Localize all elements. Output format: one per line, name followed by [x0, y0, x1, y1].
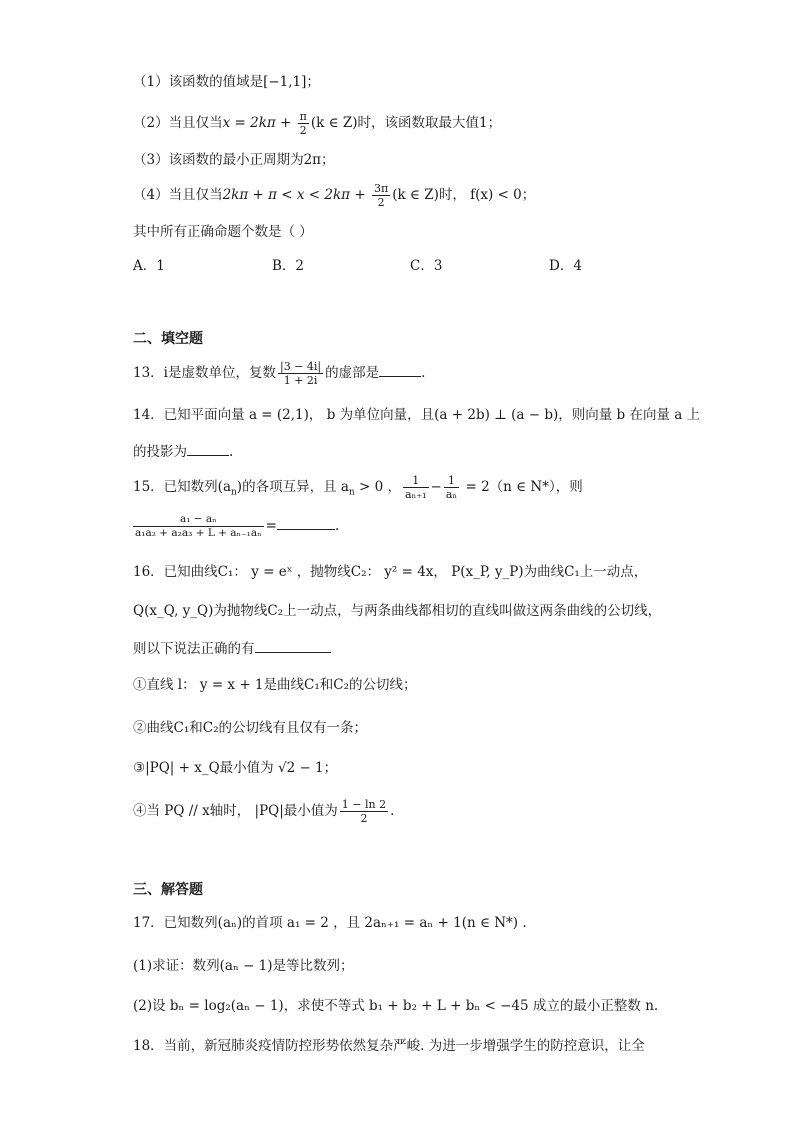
q15-eq: = 2（n ∈ N*），则	[461, 479, 583, 495]
q16-s4-den: 2	[360, 812, 368, 825]
q16-s1-text: 直线 l： y = x + 1是曲线C₁和C₂的公切线；	[146, 677, 417, 693]
q12-item-2-frac-num: π	[299, 110, 307, 123]
q14-line-2-pre: 的投影为	[133, 444, 187, 460]
q16-line-1: 16．已知曲线C₁： y = eˣ ，抛物线C₂： y² = 4x， P(x_P, y_P)为曲线C₁上一动点，	[133, 564, 648, 580]
q13-fraction	[278, 360, 323, 387]
q12-item-4	[133, 182, 535, 209]
q15-line-1: 15．已知数列$(a_n)$的各项互异，且 $a_n > 0$ ， $\frac{1}{\text{aₙ₊₁}}$ − $\frac{1}{\text{aₙ}}$ = 2（n ∈ N*），则	[133, 474, 583, 501]
q15-mid: )的各项互异，且 a	[236, 479, 349, 495]
q12-item-2-math: x = 2kπ +	[222, 115, 296, 131]
q12-item-4-frac-num: 3π	[373, 182, 389, 195]
q12-item-2-frac-den: 2	[299, 124, 307, 137]
q16-statement-1	[133, 675, 417, 695]
q16-statement-2	[133, 718, 367, 738]
q13-frac-den: 1 + 2i	[283, 374, 318, 387]
q18-line-1: 18．当前，新冠肺炎疫情防控形势依然复杂严峻. 为进一步增强学生的防控意识，让全	[133, 1038, 645, 1054]
q16-s4-end: .	[390, 803, 395, 819]
q15-f2-den: aₙ	[445, 488, 458, 501]
q15-mid2: > 0 ，	[354, 479, 401, 495]
q16-answer-blank[interactable]	[255, 638, 331, 653]
q17-sub-2: (2)设 bₙ = log₂(aₙ − 1)，求使不等式 b₁ + b₂ + L + bₙ < −45 成立的最小正整数 n.	[133, 998, 659, 1014]
q16-s3-text: |PQ| + x_Q最小值为 √2 − 1；	[145, 760, 338, 776]
section-fill-in-heading: 二、填空题	[133, 331, 203, 347]
q12-item-4-frac-den: 2	[377, 196, 385, 209]
q15-pre: 15．已知数列(a	[133, 479, 231, 495]
q16-s4-fraction	[340, 798, 388, 825]
q12-option-c: C．3	[410, 258, 443, 274]
q15-minus: −	[430, 479, 442, 495]
q14-answer-blank[interactable]	[187, 441, 229, 456]
q16-s4-pre: 当 PQ // x轴时， |PQ|最小值为	[146, 803, 338, 819]
q12-option-d: D．4	[549, 258, 582, 274]
q15-fraction-2	[444, 474, 459, 501]
q16-line-3-text: 则以下说法正确的有	[133, 641, 255, 657]
q13-end: .	[421, 365, 426, 381]
q17-sub-1: (1)求证：数列(aₙ − 1)是等比数列；	[133, 958, 354, 974]
q15-big-den: a₁a₂ + a₂a₃ + L + aₙ₋₁aₙ	[135, 527, 262, 539]
q15-f1-num: 1	[403, 474, 429, 488]
q16-s4-num: 1 − ln 2	[341, 798, 387, 811]
q15-answer-blank[interactable]	[277, 515, 335, 530]
q12-item-2-pre: （2）当且仅当	[133, 115, 223, 131]
q13-answer-blank[interactable]	[379, 362, 421, 377]
q16-s2-text: 曲线C₁和C₂的公切线有且仅有一条；	[146, 720, 367, 736]
q14-line-1: 14．已知平面向量 a = (2,1)， b 为单位向量，且(a + 2b) ⊥ (a − b)，则向量 b 在向量 a 上	[133, 407, 701, 423]
q12-item-2-tail: (k ∈ Z)时，该函数取最大值1；	[310, 115, 502, 131]
q15-big-eq: =	[265, 518, 277, 534]
q12-item-4-tail: (k ∈ Z)时， f(x) < 0；	[392, 187, 536, 203]
q16-line-2: Q(x_Q, y_Q)为抛物线C₂上一动点，与两条曲线都相切的直线叫做这两条曲线的公切线，	[133, 603, 662, 619]
q12-option-a: A．1	[133, 258, 165, 274]
q16-line-3	[133, 638, 331, 659]
q14-line-2	[133, 441, 233, 462]
q17-line-1: 17．已知数列(aₙ)的首项 a₁ = 2 ，且 2aₙ₊₁ = aₙ + 1(n ∈ N*) .	[133, 915, 527, 931]
q12-item-2-fraction	[298, 110, 309, 137]
q12-option-b: B．2	[272, 258, 305, 274]
q16-statement-4	[133, 798, 394, 825]
q13-pre: 13．i是虚数单位，复数	[133, 365, 276, 381]
q14-end: .	[229, 444, 234, 460]
q12-item-4-fraction	[372, 182, 390, 209]
q12-item-4-math: 2kπ + π < x < 2kπ +	[222, 187, 370, 203]
q16-statement-3	[133, 758, 337, 778]
q16-mark-4: ④	[133, 803, 147, 819]
q12-item-4-pre: （4）当且仅当	[133, 187, 223, 203]
q12-stem: 其中所有正确命题个数是（ ）	[133, 224, 313, 240]
q12-item-3: （3）该函数的最小正周期为2π；	[133, 152, 335, 168]
q16-mark-3: ③	[133, 760, 146, 776]
q16-mark-1: ①	[133, 677, 147, 693]
q16-mark-2: ②	[133, 720, 147, 736]
q15-line-2	[133, 513, 339, 540]
q15-end: .	[334, 518, 340, 534]
q15-big-num: a₁ − aₙ	[133, 513, 264, 527]
q15-big-fraction	[133, 513, 264, 540]
q12-item-2	[133, 110, 501, 137]
section-solve-heading: 三、解答题	[133, 882, 203, 898]
q12-item-1: （1）该函数的值域是[−1,1]；	[133, 74, 320, 90]
q13	[133, 360, 425, 387]
q15-f2-num: 1	[444, 474, 459, 488]
q13-frac-num: |3 − 4i|	[280, 360, 322, 373]
q15-f1-den: aₙ₊₁	[404, 488, 427, 501]
q13-post: 的虚部是	[325, 365, 380, 381]
q15-fraction-1	[403, 474, 429, 501]
